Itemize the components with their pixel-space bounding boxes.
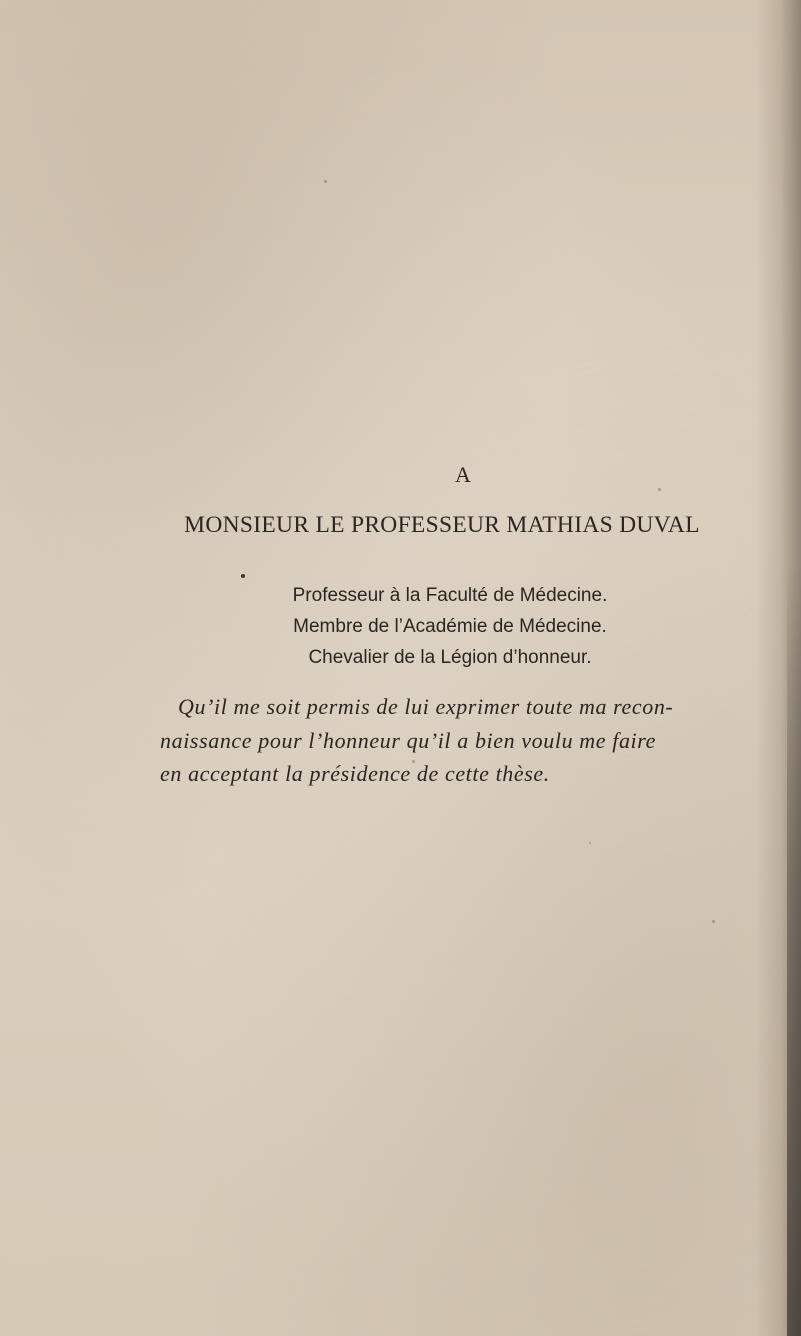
dedicatee-titles	[0, 580, 801, 673]
dedication-heading: A	[455, 462, 472, 487]
paper-speck	[324, 180, 327, 183]
ornament-dot	[241, 574, 245, 578]
paper-speck	[412, 760, 415, 763]
title-line: Membre de l’Académie de Médecine.	[293, 616, 607, 637]
dedicatee-name: MONSIEUR LE PROFESSEUR MATHIAS DUVAL	[184, 512, 700, 538]
dedication-line: naissance pour l’honneur qu’il a bien voulu me faire	[160, 727, 656, 753]
dedication-line: Qu’il me soit permis de lui exprimer toute ma recon-	[178, 694, 674, 719]
paper-speck	[589, 842, 591, 844]
paper-speck	[658, 488, 661, 491]
dedication-line: en acceptant la présidence de cette thèse.	[160, 761, 550, 786]
title-line: Professeur à la Faculté de Médecine.	[292, 585, 608, 606]
title-line: Chevalier de la Légion d’honneur.	[308, 647, 592, 668]
dedication-text	[160, 690, 760, 791]
paper-speck	[712, 920, 715, 923]
binding-edge	[787, 560, 801, 1336]
